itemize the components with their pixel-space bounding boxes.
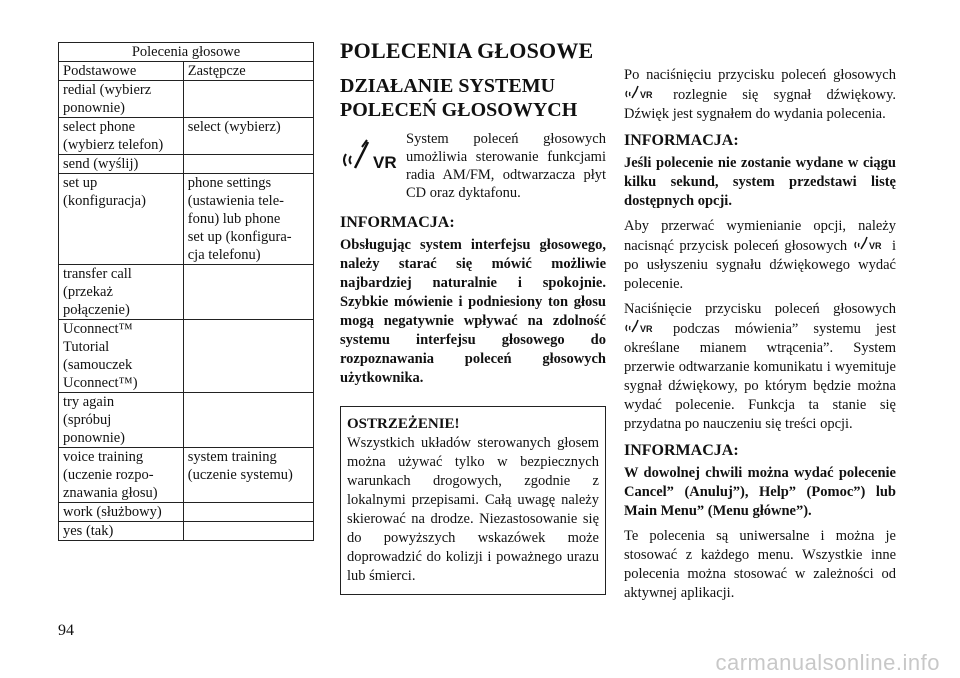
voice-recognition-icon [624, 85, 658, 101]
table-row [59, 265, 314, 320]
table-row [59, 503, 314, 522]
paragraph-4: Te polecenia są uniwersalne i można je stosować z każdego menu. Wszystkie inne polecenia można stosować w zależności od aktywnej aplikacji. [624, 528, 896, 601]
paragraph-1-b: rozlegnie się sygnał dźwiękowy. Dźwięk jest sygnałem do wydania polecenia. [624, 87, 896, 122]
svg-text:VR: VR [373, 153, 397, 172]
command-basic: set up (konfiguracja) [59, 174, 184, 265]
table-caption-row [59, 43, 314, 62]
command-basic: work (służbowy) [59, 503, 184, 522]
page-number: 94 [58, 622, 74, 639]
paragraph-3 [624, 300, 896, 434]
voice-commands-table-column [58, 42, 314, 541]
info-text: Obsługując system interfejsu głosowego, należy starać się mówić możliwie najbardziej naturalnie i spokojnie. Szybkie mówienie i podniesiony ton głosu mogą negatywnie wpływać na zdolność systemu interfejsu głosowego do rozpoznawania poleceń głosowych użytkownika. [340, 237, 606, 386]
command-basic: select phone (wybierz telefon) [59, 118, 184, 155]
column-header-basic: Podstawowe [59, 62, 184, 81]
paragraph-2 [624, 217, 896, 294]
table-row [59, 174, 314, 265]
command-basic: send (wyślij) [59, 155, 184, 174]
command-basic: voice training (uczenie rozpo- znawania głosu) [59, 448, 184, 503]
command-alternative: phone settings (ustawienia tele- fonu) lub phone set up (konfigura- cja telefonu) [183, 174, 313, 265]
info-text-2: W dowolnej chwili można wydać polecenie Cancel” (Anuluj”), Help” (Pomoc”) lub Main Menu” (Menu główne”). [624, 465, 896, 519]
table-caption: Polecenia głosowe [59, 43, 314, 62]
column-header-alt: Zastępcze [183, 62, 313, 81]
svg-text:VR: VR [640, 324, 653, 334]
table-row [59, 81, 314, 118]
svg-text:VR: VR [640, 90, 653, 100]
middle-column [340, 38, 606, 595]
command-basic: yes (tak) [59, 522, 184, 541]
table-row [59, 448, 314, 503]
warning-title: OSTRZEŻENIE! [347, 416, 460, 432]
command-alternative [183, 393, 313, 448]
paragraph-1 [624, 66, 896, 124]
info-text-1: Jeśli polecenie nie zostanie wydane w ciągu kilku sekund, system przedstawi listę dostępnych opcji. [624, 155, 896, 209]
command-basic: redial (wybierz ponownie) [59, 81, 184, 118]
command-alternative: system training (uczenie systemu) [183, 448, 313, 503]
command-alternative: select (wybierz) [183, 118, 313, 155]
table-row [59, 118, 314, 155]
section-title: DZIAŁANIE SYSTEMU POLECEŃ GŁOSOWYCH [340, 75, 578, 121]
command-basic: try again (spróbuj ponownie) [59, 393, 184, 448]
command-alternative [183, 503, 313, 522]
command-alternative [183, 522, 313, 541]
command-alternative [183, 81, 313, 118]
voice-recognition-icon [624, 319, 658, 335]
page-title: POLECENIA GŁOSOWE [340, 38, 594, 63]
table-header-row [59, 62, 314, 81]
command-alternative [183, 265, 313, 320]
watermark: carmanualsonline.info [715, 650, 940, 675]
info-heading-2: INFORMACJA: [624, 442, 739, 459]
voice-commands-table [58, 42, 314, 541]
info-heading: INFORMACJA: [340, 214, 455, 231]
table-row [59, 320, 314, 393]
paragraph-3-b: podczas mówienia” systemu jest określane mianem wtrącenia”. System przerwie odtwarzanie komunikatu i wyemituje sygnał dźwiękowy, po którym będzie można wydać polecenie. Funkcja ta stanie się przydatna po nauczeniu się treści opcji. [624, 321, 897, 432]
table-row [59, 522, 314, 541]
intro-text: System poleceń głosowych umożliwia sterowanie funkcjami radia AM/FM, odtwarzacza płyt CD oraz dyktafonu. [406, 131, 606, 201]
right-column [624, 66, 896, 609]
command-alternative [183, 155, 313, 174]
table-row [59, 393, 314, 448]
intro-block [340, 130, 606, 202]
command-alternative [183, 320, 313, 393]
table-row [59, 155, 314, 174]
command-basic: transfer call (przekaż połączenie) [59, 265, 184, 320]
voice-recognition-icon [340, 130, 406, 186]
info-heading-1: INFORMACJA: [624, 132, 739, 149]
paragraph-3-a: Naciśnięcie przycisku poleceń głosowych [624, 301, 896, 317]
command-basic: Uconnect™ Tutorial (samouczek Uconnect™) [59, 320, 184, 393]
paragraph-1-a: Po naciśnięciu przycisku poleceń głosowych [624, 67, 896, 83]
paragraph-2-b: i po usłyszeniu sygnału dźwiękowego wydać polecenie. [624, 238, 897, 292]
voice-recognition-icon [853, 236, 887, 252]
warning-box [340, 406, 606, 595]
paragraph-2-a: Aby przerwać wymienianie opcji, należy nacisnąć przycisk poleceń głosowych [624, 218, 896, 254]
svg-text:VR: VR [868, 241, 882, 251]
warning-text: Wszystkich układów sterowanych głosem można używać tylko w bezpiecznych warunkach drogowych, zgodnie z lokalnymi przepisami. Całą uwagę należy skierować na drodze. Niezastosowanie się do powyższych wskazówek może doprowadzić do kolizji i poważnego urazu lub śmierci. [347, 435, 599, 584]
